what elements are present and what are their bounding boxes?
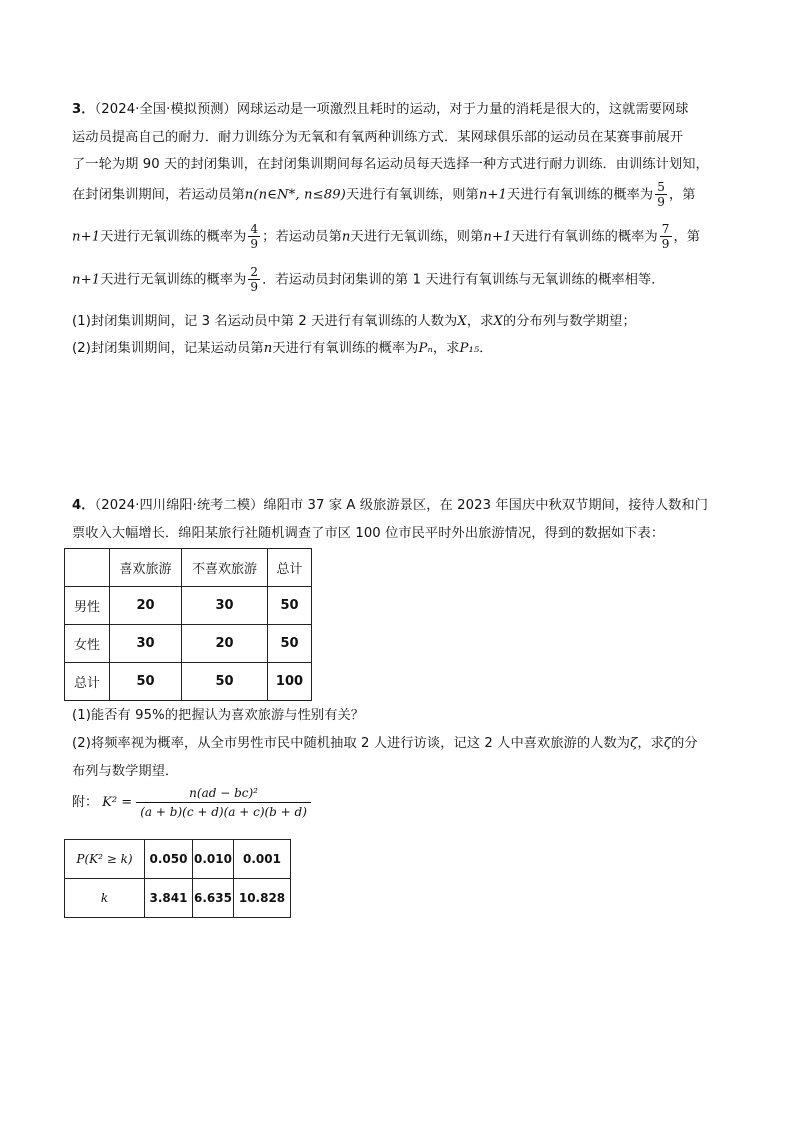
appendix-label: 附： <box>72 795 99 810</box>
table-cell: 20 <box>110 587 182 625</box>
q3-frac-4-9: $\frac{4}{9}$ <box>250 222 259 251</box>
q3-part1-text-c: 的分布列与数学期望； <box>502 314 636 329</box>
q3-line4-text-c: 天进行有氧训练的概率为 <box>507 187 654 203</box>
table-cell: 50 <box>268 625 312 663</box>
q3-condition: n(n∈N*, n≤89) <box>244 187 346 203</box>
table-cell: 3.841 <box>145 879 193 918</box>
table-cell: 0.050 <box>145 840 193 879</box>
formula-numerator: n(ad − bc)² <box>136 786 311 803</box>
q3-line6-text-b: ．若运动员封闭集训的第 1 天进行有氧训练与无氧训练的概率相等． <box>262 272 665 288</box>
q4-line1 <box>72 494 708 513</box>
q3-var-X: X <box>457 314 467 329</box>
q4-var-zeta: ζ <box>663 736 672 751</box>
q3-line5-text-a: 天进行无氧训练的概率为 <box>100 229 247 245</box>
table-row <box>65 549 312 587</box>
q3-line5-text-c: 天进行无氧训练，则第 <box>350 229 484 245</box>
q4-part2-text-line2: 布列与数学期望． <box>72 764 179 779</box>
q3-line4 <box>72 180 696 209</box>
table-cell <box>65 549 110 587</box>
q3-line5-text-e: ，第 <box>673 229 701 245</box>
q4-part2-line2 <box>72 760 178 779</box>
chi-square-formula <box>72 786 311 819</box>
table-cell: 100 <box>268 663 312 701</box>
table-cell: 20 <box>182 625 268 663</box>
q3-var: n+1 <box>72 272 101 288</box>
table-header: 不喜欢旅游 <box>182 549 268 587</box>
q3-line4-text-b: 天进行有氧训练，则第 <box>345 187 479 203</box>
q3-var: n+1 <box>72 229 101 245</box>
table-cell: 0.001 <box>234 840 291 879</box>
q3-part2-text-b: 天进行有氧训练的概率为 <box>272 341 419 356</box>
q3-source: （2024·全国·模拟预测） <box>94 102 237 117</box>
q3-line6-text-a: 天进行无氧训练的概率为 <box>100 272 247 288</box>
q3-frac-2-9: $\frac{2}{9}$ <box>250 265 259 294</box>
q4-text-line2: 票收入大幅增长．绵阳某旅行社随机调查了市区 100 位市民平时外出旅游情况，得到的数据如下表： <box>72 526 665 541</box>
q3-line3 <box>72 153 709 172</box>
table-header: 总计 <box>268 549 312 587</box>
q3-frac-5-9: $\frac{5}{9}$ <box>657 180 665 209</box>
table-cell: 30 <box>110 625 182 663</box>
q3-text-line3: 了一轮为期 90 天的封闭集训，在封闭集训期间每名运动员每天选择一种方式进行耐力训练．由训练计划知， <box>72 157 709 172</box>
q3-line2 <box>72 126 683 145</box>
q3-text-line1: 网球运动是一项激烈且耗时的运动，对于力量的消耗是很大的，这就需要网球 <box>236 102 689 117</box>
q3-number: 3． <box>72 102 95 117</box>
critical-value-table <box>64 839 291 918</box>
table-cell: 30 <box>182 587 268 625</box>
q3-var: n <box>263 341 273 356</box>
q4-var-zeta: ζ <box>630 736 638 751</box>
q3-var: n+1 <box>478 187 508 203</box>
table-cell: 男性 <box>65 587 110 625</box>
q3-text-line2: 运动员提高自己的耐力．耐力训练分为无氧和有氧两种训练方式．某网球俱乐部的运动员在某赛事前展开 <box>72 130 684 145</box>
table-cell: 50 <box>182 663 268 701</box>
q4-part2 <box>72 732 698 751</box>
q3-var: n+1 <box>483 229 512 245</box>
survey-table <box>64 548 312 701</box>
table-cell: 总计 <box>65 663 110 701</box>
q4-part1-text: (1)能否有 95%的把握认为喜欢旅游与性别有关？ <box>72 708 365 723</box>
q3-frac-7-9: $\frac{7}{9}$ <box>661 222 670 251</box>
table-row <box>65 625 312 663</box>
table-row <box>65 879 291 918</box>
q3-line4-text-a: 在封闭集训期间，若运动员第 <box>72 187 245 203</box>
q4-source: （2024·四川绵阳·统考二模） <box>94 498 264 513</box>
q3-var: n <box>341 229 351 245</box>
q3-line6 <box>72 265 665 294</box>
q3-line5-text-d: 天进行有氧训练的概率为 <box>511 229 658 245</box>
q3-var-P15: P₁₅ <box>459 341 480 356</box>
table-cell: 10.828 <box>234 879 291 918</box>
q3-line1 <box>72 98 689 117</box>
table-header: 喜欢旅游 <box>110 549 182 587</box>
formula-denominator: (a + b)(c + d)(a + c)(b + d) <box>140 805 307 819</box>
q4-part2-text-b: ，求 <box>637 736 664 751</box>
q4-text-line1: 绵阳市 37 家 A 级旅游景区，在 2023 年国庆中秋双节期间，接待人数和门 <box>263 498 708 513</box>
formula-lhs: K² = <box>102 795 133 810</box>
table-cell: k <box>65 879 145 918</box>
q3-part2-text-c: ，求 <box>432 341 460 356</box>
q3-part1 <box>72 310 636 329</box>
table-cell: 6.635 <box>193 879 234 918</box>
table-cell: 女性 <box>65 625 110 663</box>
q4-part2-text-c: 的分 <box>671 736 698 751</box>
table-cell: 50 <box>110 663 182 701</box>
q3-part2 <box>72 337 493 356</box>
q3-line5-text-b: ；若运动员第 <box>262 229 342 245</box>
q3-part1-text-b: ，求 <box>466 314 494 329</box>
q4-number: 4． <box>72 498 95 513</box>
q3-part2-text-d: ． <box>479 341 493 356</box>
q3-var-X: X <box>493 314 503 329</box>
table-cell: P(K² ≥ k) <box>65 840 145 879</box>
table-cell: 0.010 <box>193 840 234 879</box>
q3-part1-text-a: (1)封闭集训期间，记 3 名运动员中第 2 天进行有氧训练的人数为 <box>72 314 458 329</box>
table-row <box>65 663 312 701</box>
q4-part1 <box>72 704 364 723</box>
q3-part2-text-a: (2)封闭集训期间，记某运动员第 <box>72 341 264 356</box>
table-row <box>65 840 291 879</box>
q3-line5 <box>72 222 700 251</box>
q4-line2 <box>72 522 664 541</box>
table-cell: 50 <box>268 587 312 625</box>
q4-part2-text-a: (2)将频率视为概率，从全市男性市民中随机抽取 2 人进行访谈，记这 2 人中喜欢旅游的人数为 <box>72 736 631 751</box>
q3-line4-text-d: ，第 <box>668 187 696 203</box>
q3-var-Pn: Pₙ <box>418 341 433 356</box>
table-row <box>65 587 312 625</box>
formula-fraction <box>136 786 311 819</box>
